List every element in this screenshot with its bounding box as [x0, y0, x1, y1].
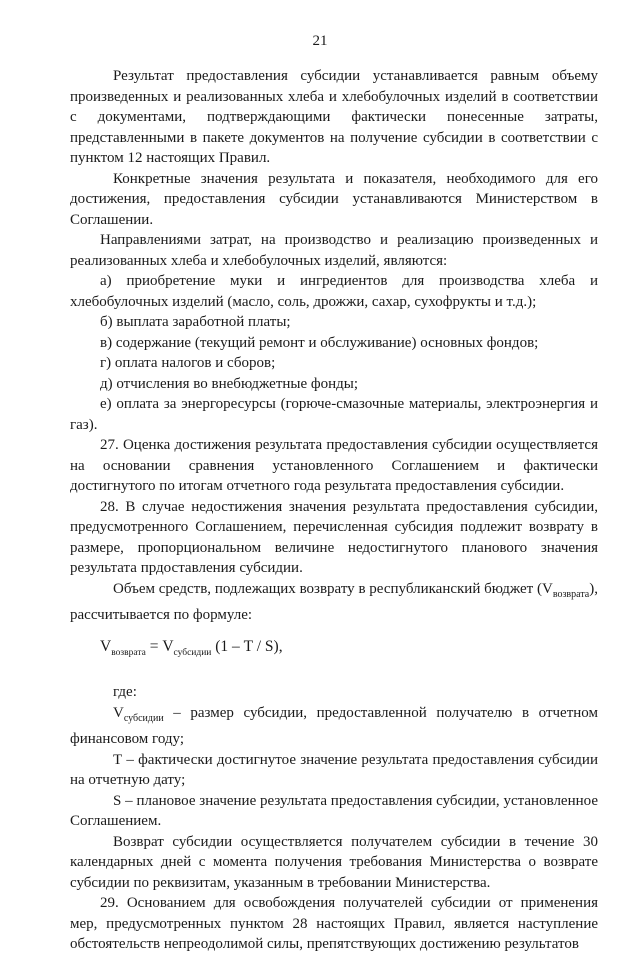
definition-s: S – плановое значение результата предоставления субсидии, установленное Соглашением.	[70, 792, 598, 830]
paragraph-specific-values: Конкретные значения результата и показателя, необходимого для его достижения, предоставления субсидии устанавливаются Министерством в Соглашении.	[70, 170, 598, 228]
paragraph-27: 27. Оценка достижения результата предоставления субсидии осуществляется на основании сравнения установленного Соглашением и фактически достигнутого по итогам отчетного года результата предоставления субсидии.	[70, 437, 598, 494]
definition-t: Т – фактически достигнутое значение результата предоставления субсидии на отчетную дату;	[70, 751, 598, 789]
formula-v: V	[100, 637, 112, 655]
paragraph-refund-volume	[70, 579, 598, 626]
list-item-a: а) приобретение муки и ингредиентов для производства хлеба и хлебобулочных изделий (масло, соль, дрожжи, сахар, сухофрукты и т.д.);	[70, 273, 598, 310]
formula-subsidy-subscript: субсидии	[173, 647, 212, 658]
paragraph-cost-directions: Направлениями затрат, на производство и реализацию произведенных и реализованных хлеба и хлебобулочных изделий, являются:	[70, 232, 598, 269]
paragraph-29: 29. Основанием для освобождения получателей субсидии от применения мер, предусмотренных пунктом 28 настоящих Правил, является наступление обстоятельств непреодолимой силы, препятствующих достижению результатов	[70, 895, 598, 953]
definition-v-text: – размер субсидии, предоставленной получателю в отчетном финансовом году;	[70, 704, 598, 748]
list-item-e: е) оплата за энергоресурсы (горюче-смазочные материалы, электроэнергия и газ).	[70, 396, 598, 433]
list-item-d: д) отчисления во внебюджетные фонды;	[100, 375, 359, 392]
list-item-g: г) оплата налогов и сборов;	[100, 355, 276, 371]
list-item-b: б) выплата заработной платы;	[100, 314, 291, 330]
refund-volume-text-pre: Объем средств, подлежащих возврату в республиканский бюджет (V	[113, 580, 553, 597]
list-item-v: в) содержание (текущий ремонт и обслуживание) основных фондов;	[100, 334, 539, 351]
refund-formula	[70, 637, 598, 664]
document-body	[70, 66, 598, 955]
definition-v: V	[113, 704, 124, 721]
definition-v-subscript: субсидии	[123, 712, 164, 724]
refund-volume-text-post: ), рассчитывается по формуле:	[70, 580, 598, 623]
where-label: где:	[113, 684, 137, 701]
formula-rest: (1 – T / S),	[211, 637, 283, 655]
page-number: 21	[312, 33, 328, 49]
paragraph-28: 28. В случае недостижения значения результата предоставления субсидии, предусмотренного Соглашением, перечисленная субсидия подлежит возврату в размере, пропорциональном величине недостигнутого планового значения результата прдоставления субсидии.	[70, 498, 598, 576]
definition-v-subsidy	[70, 703, 598, 750]
refund-volume-subscript: возврата	[552, 588, 590, 600]
paragraph-refund-term: Возврат субсидии осуществляется получателем субсидии в течение 30 календарных дней с момента получения требования Министерства о возврате субсидии по реквизитам, указанным в требовании Министерства.	[70, 833, 598, 891]
formula-equals: = V	[145, 637, 174, 655]
paragraph-subsidy-result: Результат предоставления субсидии устанавливается равным объему произведенных и реализованных хлеба и хлебобулочных изделий в соответствии с документами, подтверждающими фактически понесенные затраты, представленными в пакете документов на получение субсидии в соответствии с пунктом 12 настоящих Правил.	[70, 68, 598, 166]
formula-v-subscript: возврата	[111, 647, 146, 658]
